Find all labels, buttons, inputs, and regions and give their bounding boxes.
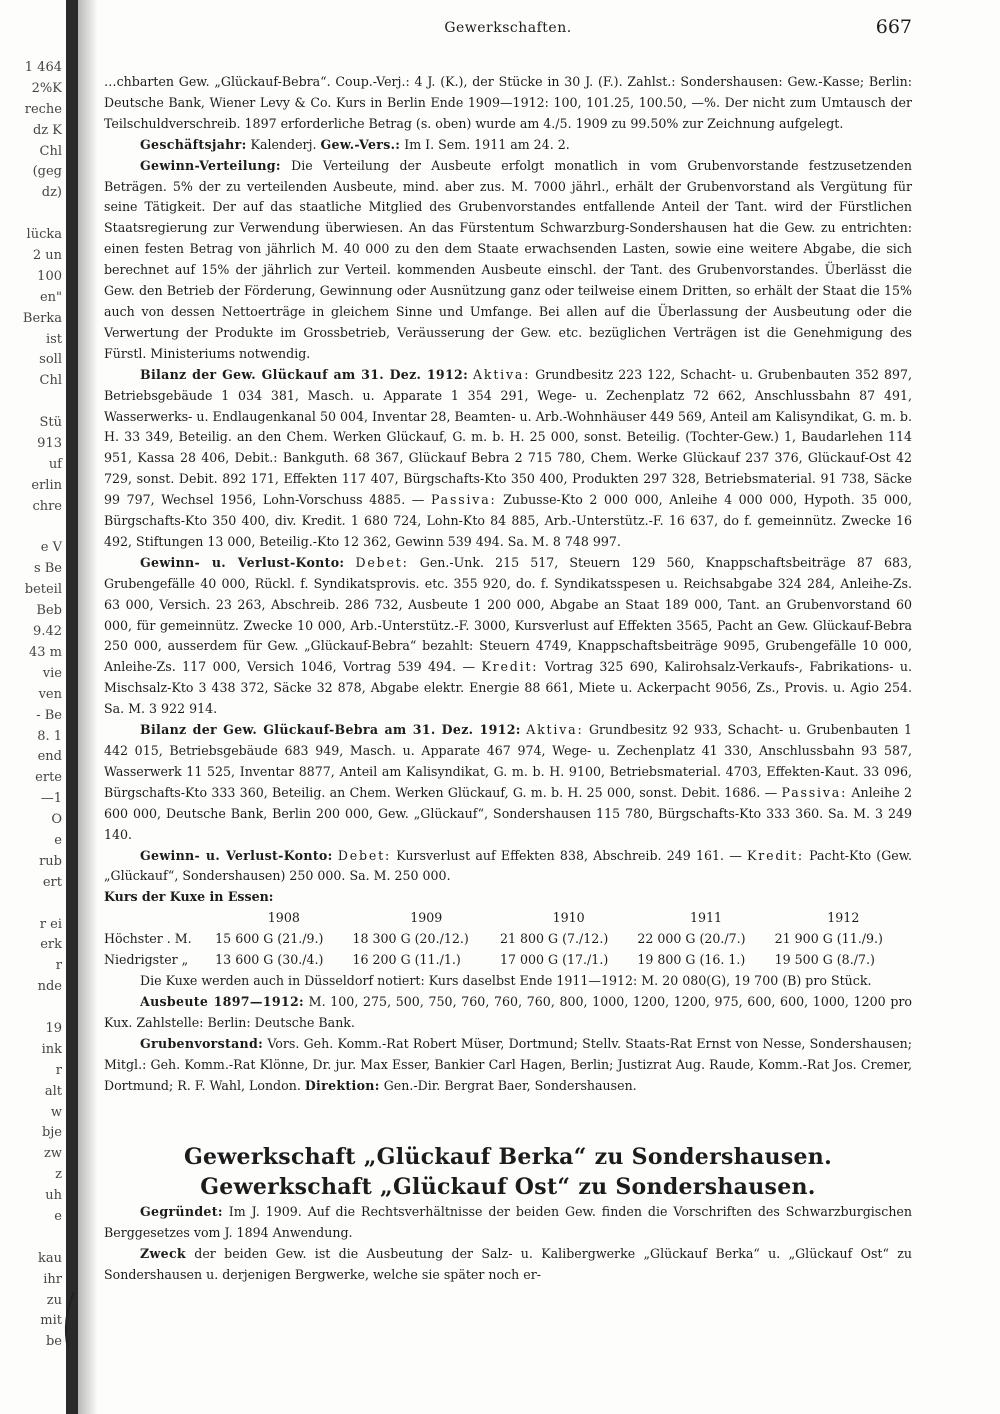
facing-page-fragment: kau xyxy=(37,1250,62,1266)
facing-page-fragment: Beb xyxy=(36,603,62,619)
company-heading-berka: Gewerkschaft „Glückauf Berka“ zu Sondershausen. xyxy=(183,1144,833,1171)
label-direktion: Direktion: xyxy=(304,1077,380,1093)
facing-page-fragment: dz K xyxy=(32,122,62,138)
facing-page-fragment: 1 464 xyxy=(24,60,62,75)
facing-page-fragment: soll xyxy=(39,352,62,368)
text-gew-vers: Im I. Sem. 1911 am 24. 2. xyxy=(400,136,570,152)
facing-page-fragment: Berka xyxy=(22,310,62,326)
text-grubenvorstand: Vors. Geh. Komm.-Rat Robert Müser, Dortmund; Stellv. Staats-Rat Ernst von Nesse, Sondershausen; Mitgl.: Geh. Komm.-Rat Klönne, Dr. jur. Max Esser, Bankier Carl Hagen, Berlin; Justizrat Aug. Raude, Komm.-Rat Jos. Cremer, Dortmund; R. F. Wahl, London. xyxy=(104,1035,912,1093)
kurs-cell: 21 900 G (11./9.) xyxy=(774,931,883,947)
text-gewinn-verteilung: Die Verteilung der Ausbeute erfolgt monatlich in vom Grubenvorstande festzusetzenden Beträgen. 5% der zu verteilenden Ausbeute, mind. aber zus. M. 7000 jährl., erhält der Grubenvorstand als Vergütung für seine Tätigkeit. Der auf das staatliche Mitglied des Grubenvorstandes entfallende Anteil der Tant. wird der Fürstlichen Staatsregierung zur Verwendung überwiesen. An das Fürstentum Schwarzburg-Sondershausen hat die Gew. zu entrichten: einen festen Betrag von jährlich M. 40 000 zu den dem Staate erwachsenden Lasten, sowie eine weitere Abgabe, die sich berechnet auf 15% der jährlich zur Verteil. kommenden Ausbeute einschl. der Tant. des Grubenvorstandes. Überlässt die Gew. den Betrieb der Förderung, Gewinnung oder Ausnützung ganz oder teilweise einem Dritten, so erhält der Staat die 15% auch von dessen Nettoerträge in gleichem Sinne und Umfange. Bei allen auf die Überlassung der Ausbeutung oder die Verwertung der Produkte im Grossbetrieb, Veräusserung der Gew. etc. bezüglichen Verträgen ist die Genehmigung des Fürstl. Ministeriums notwendig. xyxy=(104,157,912,361)
label-gv-konto-2: Gewinn- u. Verlust-Konto: xyxy=(140,847,333,863)
kurs-row-label: Niedrigster „ xyxy=(104,952,189,968)
facing-page-fragment: mit xyxy=(40,1313,62,1329)
facing-page-fragment: uh xyxy=(45,1188,62,1204)
facing-page-fragment: (geg xyxy=(32,164,62,180)
facing-page-fragments xyxy=(0,58,66,1353)
facing-page-fragment: - Be xyxy=(36,707,62,723)
label-grubenvorstand: Grubenvorstand: xyxy=(140,1035,264,1051)
kurs-cell: 19 500 G (8./7.) xyxy=(774,952,875,968)
facing-page-fragment: uf xyxy=(48,456,62,472)
kurs-title: Kurs der Kuxe in Essen: xyxy=(104,889,274,905)
label-bilanz-bebra: Bilanz der Gew. Glückauf-Bebra am 31. Dez. 1912: xyxy=(140,722,521,738)
paragraph-gewinn-verteilung xyxy=(104,156,912,365)
kurs-cell: 16 200 G (11./1.) xyxy=(352,952,461,968)
facing-page-fragment: w xyxy=(50,1104,62,1120)
facing-page-fragment: r ei xyxy=(39,916,62,932)
label-passiva-2: Passiva: xyxy=(781,784,848,800)
text-debet-1: Gen.-Unk. 215 517, Steuern 129 560, Knappschaftsbeiträge 87 683, Grubengefälle 40 000, Rückl. f. Syndikatsprovis. etc. 355 920, do. f. Syndikatsspesen u. Reichsabgabe 324 284, Anleihe-Zs. 63 000, Versich. 23 263, Abschreib. 286 732, Ausbeute 1 200 000, Abgabe an Staat 189 000, Tant. an Grubenvorstand 60 000, für gemeinnütz. Zwecke 10 000, Arb.-Unterstütz.-F. 3000, Kursverlust auf Effekten 3565, Pacht an Gew. Glückauf-Bebra 250 000, ausserdem für Gew. „Glückauf-Bebra“ bezahlt: Steuern 4749, Knappschaftsbeiträge 9095, Grubengefälle 10 000, Anleihe-Zs. 117 000, Versich 1046, Vortrag 539 494. — xyxy=(104,554,912,675)
facing-page-fragment: s Be xyxy=(33,561,62,577)
facing-page-fragment: 2%K xyxy=(31,80,62,96)
kurs-cell: 13 600 G (30./4.) xyxy=(215,952,324,968)
facing-page-fragment: beteil xyxy=(24,582,62,598)
label-gv-konto-1: Gewinn- u. Verlust-Konto: xyxy=(140,554,345,570)
facing-page-fragment: nde xyxy=(37,979,62,995)
facing-page-fragment xyxy=(0,894,66,915)
facing-page-fragment: O xyxy=(51,812,62,828)
facing-page-fragment xyxy=(0,392,66,413)
paragraph-gv-konto-glueckauf xyxy=(104,553,912,720)
kurs-cell: 19 800 G (16. 1.) xyxy=(637,952,746,968)
facing-page-fragment: alt xyxy=(44,1083,62,1099)
kurs-year: 1909 xyxy=(410,910,443,926)
paragraph-duesseldorf: Die Kuxe werden auch in Düsseldorf notiert: Kurs daselbst Ende 1911—1912: M. 20 080(G), 19 700 (B) pro Stück. xyxy=(140,972,872,988)
kurs-table xyxy=(104,908,912,971)
kurs-cell: 17 000 G (17./1.) xyxy=(499,952,609,968)
facing-page-fragment: r xyxy=(55,958,62,974)
label-kredit-1: Kredit: xyxy=(481,659,539,675)
facing-page-fragment: 9.42 xyxy=(33,624,62,640)
facing-page-fragment: ist xyxy=(45,331,62,347)
label-kredit-2: Kredit: xyxy=(747,847,804,863)
facing-page-fragment: 43 m xyxy=(28,644,62,660)
facing-page-fragment: rub xyxy=(39,853,62,869)
text-geschaeftsjahr: Kalenderj. xyxy=(246,136,321,152)
facing-page-fragment: chre xyxy=(32,498,62,514)
text-aktiva-1: Grundbesitz 223 122, Schacht- u. Grubenbauten 352 897, Betriebsgebäude 1 034 381, Masch. u. Apparate 1 354 291, Wege- u. Zechenplatz 72 662, Anschlussbahn 87 491, Wasserwerks- u. Endlaugenkanal 50 004, Inventar 28, Beamten- u. Arb.-Wohnhäuser 449 569, Anteil am Kalisyndikat, G. m. b. H. 33 349, Beteilig. an den Chem. Werken Glückauf, G. m. b. H. 25 000, sonst. Beteilig. (Tochter-Gew.) 1, Baudarlehen 114 951, Kassa 28 406, Debit.: Bankguth. 68 367, Glückauf Bebra 2 715 780, Chem. Werke Glückauf 237 376, Glückauf-Ost 42 729, sonst. Debit. 892 171, Effekten 117 407, Bürgschafts-Kto 350 400, Produkten 297 328, Betriebsmaterial. 91 738, Säcke 99 797, Wechsel 1956, Lohn-Vorschuss 4885. — xyxy=(104,366,912,508)
kurs-cell: 18 300 G (20./12.) xyxy=(352,931,469,947)
binding-gutter xyxy=(66,0,78,1414)
text-kredit-1: Vortrag 325 690, Kalirohsalz-Verkaufs-, Fabrikations- u. Mischsalz-Kto 3 438 372, Säcke 32 878, Abgabe elektr. Energie 88 661, Miete u. Ackerpacht 9056, Zs., Provis. u. Agio 254. Sa. M. 3 922 914. xyxy=(104,659,913,717)
facing-page-fragment: e xyxy=(54,832,62,848)
facing-page-fragment: vie xyxy=(42,665,62,681)
facing-page-fragment: erk xyxy=(40,937,62,953)
facing-page-fragment: ihr xyxy=(43,1271,62,1287)
label-geschaeftsjahr: Geschäftsjahr: xyxy=(140,136,247,152)
facing-page-fragment: reche xyxy=(24,101,62,117)
facing-page-fragment: erlin xyxy=(31,477,62,493)
text-direktion: Gen.-Dir. Bergrat Baer, Sondershausen. xyxy=(379,1077,637,1093)
text-debet-2: Kursverlust auf Effekten 838, Abschreib. 249 161. — xyxy=(390,847,748,863)
facing-page-fragment: Chl xyxy=(39,143,62,159)
facing-page-fragment: 100 xyxy=(37,268,62,284)
facing-page-fragment: Stü xyxy=(39,415,62,431)
paragraph-zweck xyxy=(104,1244,912,1286)
facing-page-fragment xyxy=(0,204,66,225)
facing-page-fragment: zw xyxy=(44,1146,62,1162)
facing-page-fragment: Chl xyxy=(39,373,62,389)
label-aktiva-1: Aktiva: xyxy=(473,366,531,382)
facing-page-fragment: erte xyxy=(35,770,62,786)
binding-shadow xyxy=(78,0,98,1414)
page-number: 667 xyxy=(875,16,912,38)
kurs-year: 1912 xyxy=(827,910,860,926)
text-gegruendet: Im J. 1909. Auf die Rechtsverhältnisse der beiden Gew. finden die Vorschriften des Schwarzburgischen Berggesetzes vom J. 1894 Anwendung. xyxy=(104,1204,912,1241)
text-kredit-2: Pacht-Kto (Gew. „Glückauf“, Sondershausen) 250 000. Sa. M. 250 000. xyxy=(104,847,913,884)
text-zweck: der beiden Gew. ist die Ausbeutung der Salz- u. Kalibergwerke „Glückauf Berka“ u. „Glückauf Ost“ zu Sondershausen u. derjenigen Bergwerke, welche sie später noch er- xyxy=(104,1246,912,1283)
facing-page-fragment: ert xyxy=(42,874,62,890)
label-zweck: Zweck xyxy=(140,1246,186,1262)
label-gewinn-verteilung: Gewinn-Verteilung: xyxy=(140,157,281,173)
kurs-year: 1910 xyxy=(552,910,585,926)
text-passiva-1: Zubusse-Kto 2 000 000, Anleihe 4 000 000, Hypoth. 35 000, Bürgschafts-Kto 350 400, div. Kredit. 1 680 724, Lohn-Kto 84 885, Arb.-Unterstütz.-F. 16 637, do f. gemeinnütz. Zwecke 16 492, Stiftungen 13 000, Beteilig.-Kto 12 362, Gewinn 539 494. Sa. M. 8 748 997. xyxy=(104,492,912,549)
pen-mark-icon xyxy=(60,1290,78,1350)
label-gegruendet: Gegründet: xyxy=(140,1204,223,1220)
label-debet-2: Debet: xyxy=(337,847,391,863)
facing-page-fragment: e xyxy=(54,1208,62,1224)
paragraph-coupons: …chbarten Gew. „Glückauf-Bebra“. Coup.-Verj.: 4 J. (K.), der Stücke in 30 J. (F.). Zahlst.: Sondershausen: Gew.-Kasse; Berlin: Deutsche Bank, Wiener Levy & Co. Kurs in Berlin Ende 1909—1912: 100, 101.25, 100.50, —%. Der nicht zum Umtausch der Teilschuldverschreib. 1897 erforderliche Betrag (s. oben) wurde am 4./5. 1909 zu 99.50% zur Zeichnung aufgelegt. xyxy=(104,74,912,131)
kurs-row-hoechster xyxy=(104,929,912,950)
kurs-year: 1911 xyxy=(689,910,722,926)
facing-page-fragment: ven xyxy=(38,686,62,702)
text-passiva-2: Anleihe 2 600 000, Deutsche Bank, Berlin 200 000, Gew. „Glückauf“, Sondershausen 115 780, Bürgschafts-Kto 333 360. Sa. M. 3 249 140. xyxy=(104,784,912,842)
kurs-year: 1908 xyxy=(267,910,300,926)
kurs-cell: 15 600 G (21./9.) xyxy=(215,931,324,947)
paragraph-bilanz-glueckauf xyxy=(104,365,912,553)
facing-page-fragment: e V xyxy=(40,540,62,556)
paragraph-gv-konto-bebra xyxy=(104,846,912,888)
paragraph-bilanz-bebra xyxy=(104,720,912,845)
body-text xyxy=(104,72,912,1286)
company-heading-ost: Gewerkschaft „Glückauf Ost“ zu Sondershausen. xyxy=(200,1174,816,1201)
facing-page-fragment xyxy=(0,1228,66,1249)
label-aktiva-2: Aktiva: xyxy=(526,722,584,738)
facing-page-fragment: z xyxy=(55,1167,62,1183)
facing-page-fragment: 913 xyxy=(37,436,62,452)
paragraph-grubenvorstand xyxy=(104,1034,912,1097)
kurs-cell: 21 800 G (7./12.) xyxy=(499,931,609,947)
facing-page-fragment: —1 xyxy=(40,791,62,807)
paragraph-gegruendet xyxy=(104,1202,912,1244)
label-bilanz-glueckauf: Bilanz der Gew. Glückauf am 31. Dez. 1912: xyxy=(140,366,469,382)
facing-page-fragment: 19 xyxy=(45,1020,62,1036)
paragraph-ausbeute xyxy=(104,992,912,1034)
label-ausbeute: Ausbeute 1897—1912: xyxy=(140,993,304,1009)
kurs-cell: 22 000 G (20./7.) xyxy=(637,931,746,947)
facing-page-fragment: 8. 1 xyxy=(37,728,62,744)
running-head: Gewerkschaften. xyxy=(444,20,572,36)
text-ausbeute: M. 100, 275, 500, 750, 760, 760, 760, 800, 1000, 1200, 1200, 975, 600, 600, 1000, 1200 pro Kux. Zahlstelle: Berlin: Deutsche Bank. xyxy=(104,993,912,1030)
page xyxy=(104,14,912,1286)
facing-page-fragment: lücka xyxy=(26,227,62,243)
text-aktiva-2: Grundbesitz 92 933, Schacht- u. Grubenbauten 1 442 015, Betriebsgebäude 683 949, Masch. u. Apparate 467 974, Wege- u. Zechenplatz 41 330, Anschlussbahn 93 587, Wasserwerk 11 525, Inventar 8877, Anteil am Kalisyndikat, G. m. b. H. 9100, Betriebsmaterial. 4703, Effekten-Kaut. 33 096, Bürgschafts-Kto 333 360, Beteilig. an Chem. Werken Glückauf, G. m. b. H. 25 000, sonst. Debit. 1686. — xyxy=(104,722,912,800)
facing-page-fragment xyxy=(0,998,66,1019)
label-passiva-1: Passiva: xyxy=(430,492,497,508)
kurs-year-row xyxy=(104,908,912,929)
facing-page-fragment xyxy=(0,518,66,539)
facing-page-fragment: r xyxy=(55,1062,62,1078)
facing-page-fragment: be xyxy=(45,1334,62,1350)
kurs-row-label: Höchster . M. xyxy=(104,931,192,947)
kurs-row-niedrigster xyxy=(104,950,912,971)
facing-page-fragment: 2 un xyxy=(32,248,62,264)
label-gew-vers: Gew.-Vers.: xyxy=(320,136,401,152)
facing-page-fragment: dz) xyxy=(41,185,62,201)
kurs-corner xyxy=(104,908,215,929)
facing-page-fragment: bje xyxy=(41,1125,62,1141)
paragraph-geschaeftsjahr xyxy=(104,135,912,156)
facing-page-fragment: ink xyxy=(41,1041,62,1057)
facing-page-fragment: en" xyxy=(39,289,62,305)
page-header xyxy=(104,14,912,42)
label-debet-1: Debet: xyxy=(355,554,409,570)
facing-page-fragment: zu xyxy=(46,1292,62,1308)
facing-page-fragment: end xyxy=(37,749,62,765)
